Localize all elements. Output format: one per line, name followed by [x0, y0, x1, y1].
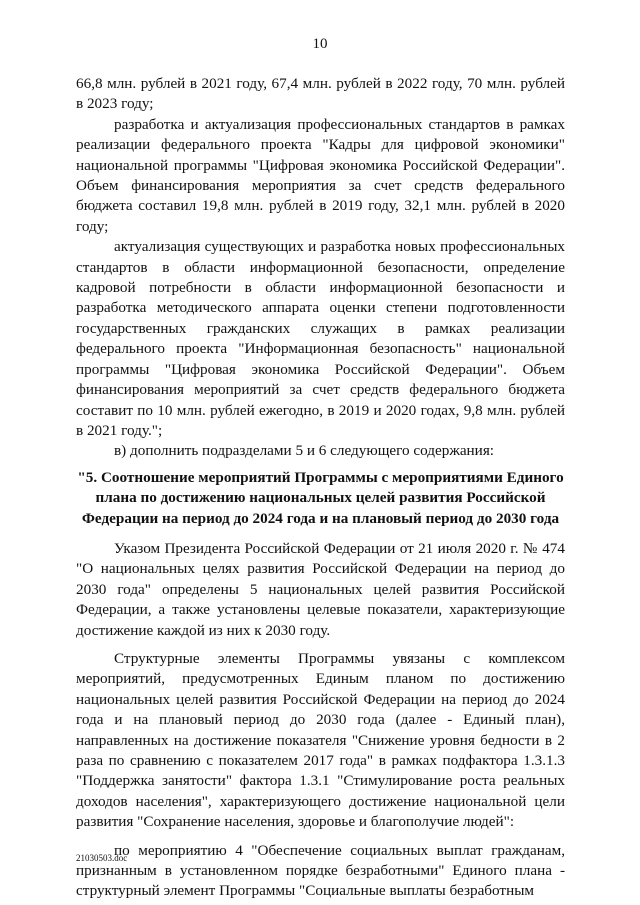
- paragraph-structural-elements: Структурные элементы Программы увязаны с комплексом мероприятий, предусмотренных Единым планом по достижению национальных целей развития Российской Федерации на период до 2024 года и на плановый период до 2030 года (далее - Единый план), направленных на достижение показателя "Снижение уровня бедности в 2 раза по сравнению с показателем 2017 года" в рамках подфактора 1.3.1.3 "Поддержка занятости" фактора 1.3.1 "Стимулирование роста реальных доходов населения", характеризующего достижение национальной цели развития "Сохранение населения, здоровье и благополучие людей":: [76, 649, 565, 831]
- file-name-footer: 21030503.doc: [76, 853, 128, 863]
- paragraph-funding-continuation: 66,8 млн. рублей в 2021 году, 67,4 млн. рублей в 2022 году, 70 млн. рублей в 2023 году;: [76, 75, 565, 113]
- document-body: [76, 74, 565, 902]
- paragraph-professional-standards: разработка и актуализация профессиональных стандартов в рамках реализации федерального проекта "Кадры для цифровой экономики" национальной программы "Цифровая экономика Российской Федерации". Объем финансирования мероприятия за счет средств федерального бюджета составил 19,8 млн. рублей в 2019 году, 32,1 млн. рублей в 2020 году;: [76, 115, 565, 235]
- page-number: 10: [312, 36, 328, 52]
- paragraph-amendment-intro: в) дополнить подразделами 5 и 6 следующего содержания:: [114, 442, 495, 460]
- section-heading: "5. Соотношение мероприятий Программы с мероприятиями Единого плана по достижению национальных целей развития Российской Федерации на период до 2024 года и на плановый период до 2030 года: [77, 468, 564, 527]
- paragraph-information-security: актуализация существующих и разработка новых профессиональных стандартов в области информационной безопасности, определение кадровой потребности в области информационной безопасности и разработка методического аппарата оценки степени подготовленности государственных гражданских служащих в рамках реализации федерального проекта "Информационная безопасность" национальной программы "Цифровая экономика Российской Федерации". Объем финансирования мероприятий за счет средств федерального бюджета составит по 10 млн. рублей ежегодно, в 2019 и 2020 годах, 9,8 млн. рублей в 2021 году.";: [76, 238, 565, 439]
- paragraph-measure-4: по мероприятию 4 "Обеспечение социальных выплат гражданам, признанным в установленном порядке безработными" Единого плана - структурный элемент Программы "Социальные выплаты безработным: [76, 841, 565, 900]
- paragraph-presidential-decree: Указом Президента Российской Федерации от 21 июля 2020 г. № 474 "О национальных целях развития Российской Федерации на период до 2030 года" определены 5 национальных целей развития Российской Федерации, а также установлены целевые показатели, характеризующие достижение каждой из них к 2030 году.: [76, 539, 565, 639]
